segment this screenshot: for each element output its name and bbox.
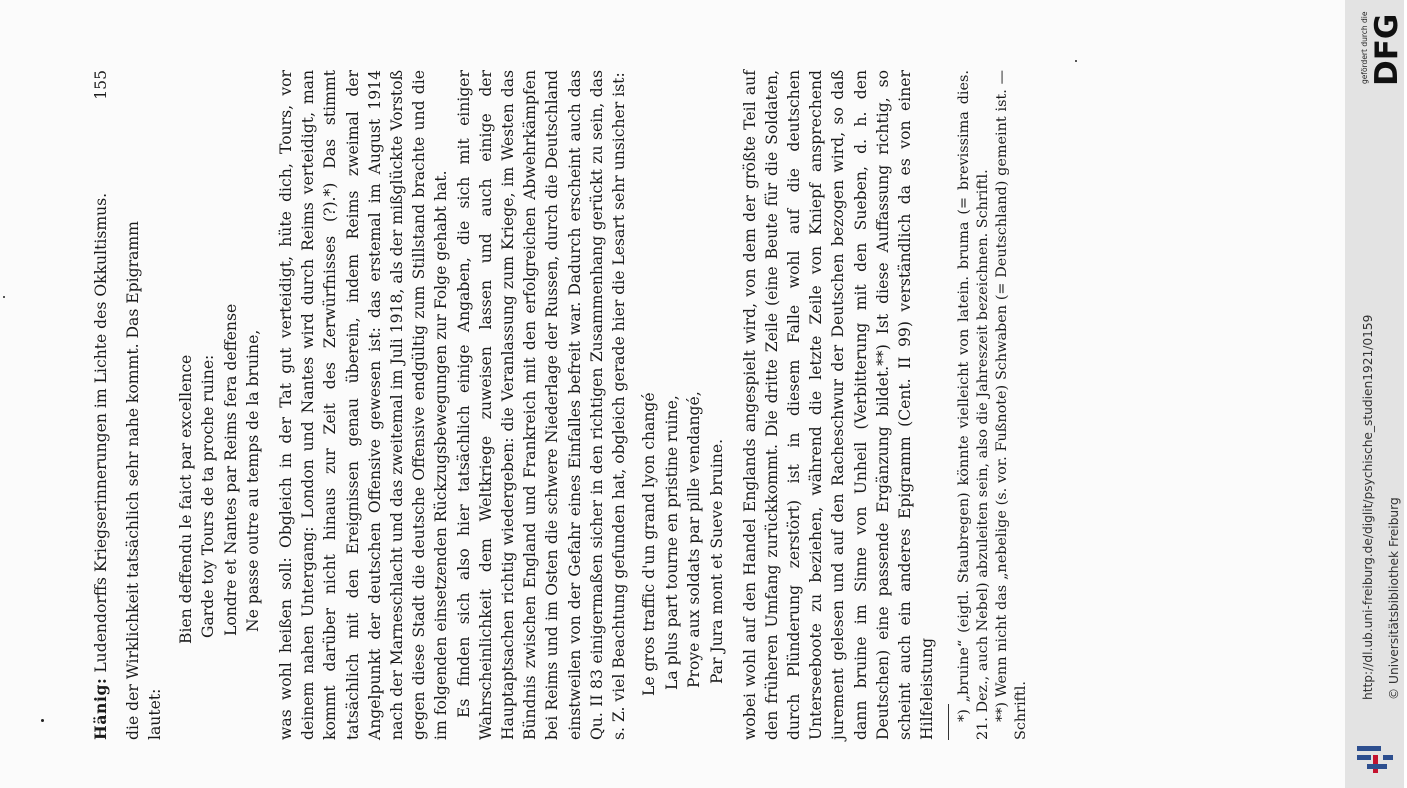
copyright-notice: © Universitätsbibliothek Freiburg xyxy=(1387,497,1401,700)
funder-caption: gefördert durch die xyxy=(1360,11,1369,84)
ub-freiburg-logo-icon xyxy=(1355,736,1395,776)
verse-line: Par Jura mont et Sueve bruine. xyxy=(708,438,727,684)
page-number: 155 xyxy=(92,70,110,100)
footnote-rule xyxy=(948,704,949,740)
verse-line: La plus part tourne en pristine ruine, xyxy=(662,395,681,690)
source-url-link[interactable]: http://dl.ub.uni-freiburg.de/diglit/psychische_studien1921/0159 xyxy=(1361,314,1375,700)
verse-line: Proye aux soldats par pille vendangé, xyxy=(685,391,704,688)
speck-mark xyxy=(41,719,44,722)
running-head-title: Ludendorffs Kriegserinnerungen im Lichte des Okkultismus. xyxy=(92,192,110,673)
verse-line: Londre et Nantes par Reims fera deffense xyxy=(221,303,240,636)
rotated-text-block xyxy=(90,70,1300,740)
verse-quatrain-2 xyxy=(638,70,728,696)
verse-line: Le gros traffic d'un grand lyon changé xyxy=(640,392,659,696)
viewer-sidebar xyxy=(1345,0,1404,788)
body-paragraph: was wohl heißen soll: Obgleich in der Tat gut verteidigt, hüte dich, Tours, vor deinem nahen Untergang: London und Nantes wird durch Reims verteidigt, man kommt darüber nicht hinaus zur Zeit des Zerwürfnisses (?).*) Das stimmt tatsächlich mit den Ereignissen genau überein, indem Reims zweimal der Angelpunkt der deutschen Offensive gewesen ist: das erstemal im August 1914 nach der Marneschlacht und das zweitemal im Juli 1918, als der mißglückte Vorstoß gegen diese Stadt die deutsche Offensive endgültig zum Stillstand brachte und die im folgenden einsetzenden Rückzugsbewegungen zur Folge gehabt hat. xyxy=(276,70,451,740)
speck-mark xyxy=(3,296,5,298)
verse-quatrain-1 xyxy=(175,70,265,644)
footnote: **) Wenn nicht das „nebelige (s. vor. Fußnote) Schwaben (= Deutschland) gemeint ist. — Schriftl. xyxy=(994,70,1030,740)
intro-line: lautet: xyxy=(146,688,165,740)
running-head xyxy=(90,70,112,740)
footnotes xyxy=(955,70,1031,740)
verse-line: Garde toy Tours de ta proche ruine: xyxy=(199,354,218,638)
intro-line: die der Wirklichkeit tatsächlich sehr nahe kommt. Das Epigramm xyxy=(124,221,143,740)
dfg-wordmark: DFG xyxy=(1369,13,1405,86)
speck-mark xyxy=(1075,60,1077,62)
running-head-author: Hänig: xyxy=(91,677,110,740)
sidebar-text xyxy=(1355,40,1407,700)
body-paragraph: wobei wohl auf den Handel Englands angespielt wird, von dem der größte Teil auf den früheren Umfang zurückkommt. Die dritte Zeile (eine Beute für die Soldaten, durch Plünderung zerstört) ist in diesem Falle wohl auf die deutschen Unterseeboote zu beziehen, während die letzte Zeile von Kniepf ansprechend jurement gelesen und auf den Racheschwur der Deutschen bezogen wird, so daß dann bruine im Sinne von Unheil (Verbitterung mit den Sueben, d. h. den Deutschen) eine passende Ergänzung bildet.**) Ist diese Auffassung richtig, so scheint auch ein anderes Epigramm (Cent. II 99) verständlich da es von einer Hilfeleistung xyxy=(740,70,937,740)
verse-line: Bien deffendu le faict par excellence xyxy=(176,354,195,644)
verse-line: Ne passe outre au temps de la bruine, xyxy=(244,329,263,632)
body-paragraph: Es finden sich also hier tatsächlich einige Angaben, die sich mit einiger Wahrscheinlichkeit dem Weltkriege zuweisen lassen und auch einige der Hauptaptsachen richtig wiedergeben: die Veranlassung zum Kriege, im Westen das Bündnis zwischen England und Frankreich mit den erfolgreichen Abwehrkämpfen bei Reims und im Osten die schwere Niederlage der Russen, durch die Deutschland einstweilen von der Gefahr eines Einfalles befreit war. Dadurch erscheint auch das Qu. II 83 einigermaßen sicher in den richtigen Zusammenhang gerückt zu sein, das s. Z. viel Beachtung gefunden hat, obgleich gerade hier die Lesart sehr unsicher ist: xyxy=(454,70,629,740)
footnote: *) „bruine“ (eigtl. Staubregen) könnte vielleicht von latein. bruma (= brevissima dies. 21. Dez., auch Nebel) abzuleiten sein, also die Jahreszeit bezeichnen. Schriftl. xyxy=(956,70,992,740)
